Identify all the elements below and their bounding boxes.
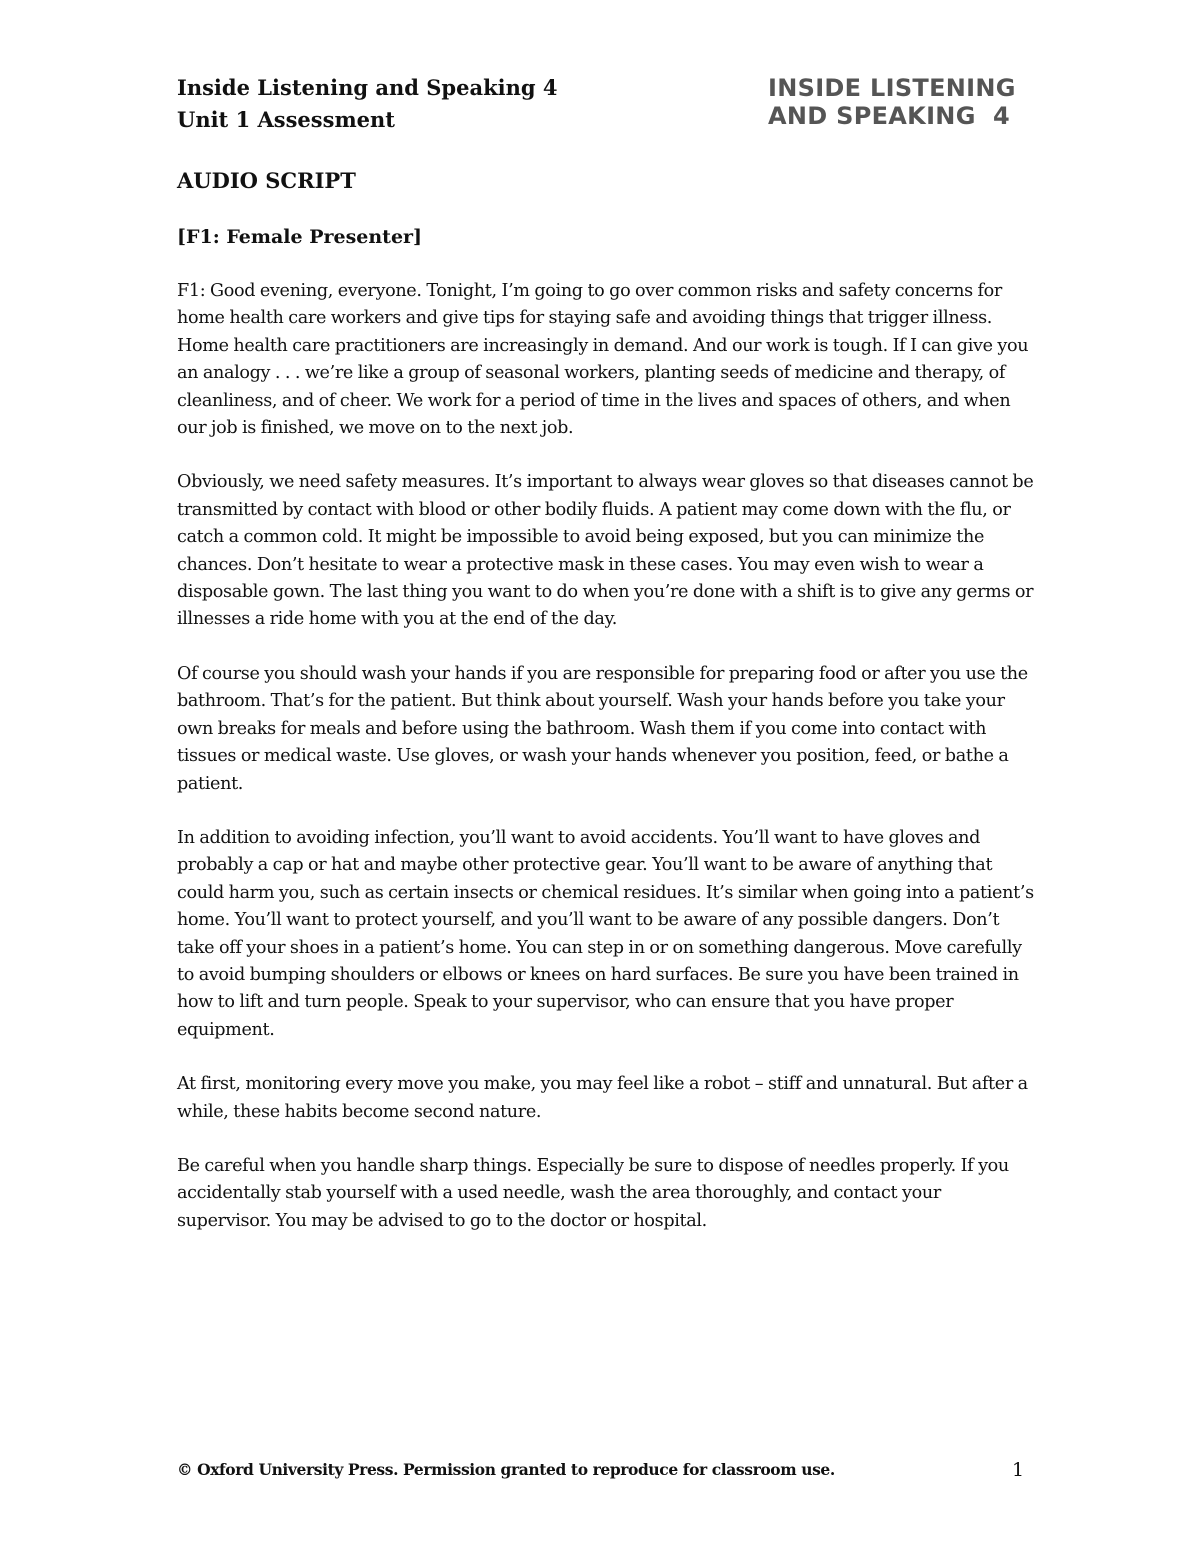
page-number: 1 (1012, 1459, 1025, 1481)
document-body (177, 168, 1037, 1262)
paragraph-4: In addition to avoiding infection, you’ll want to avoid accidents. You’ll want to have gloves and probably a cap or hat and maybe other protective gear. You’ll want to be aware of anything that could harm you, such as certain insects or chemical residues. It’s similar when going into a patient’s home. You’ll want to protect yourself, and you’ll want to be aware of any possible dangers. Don’t take off your shoes in a patient’s home. You can step in or on something dangerous. Move carefully to avoid bumping shoulders or elbows or knees on hard surfaces. Be sure you have been trained in how to lift and turn people. Speak to your supervisor, who can ensure that you have proper equipment. (177, 827, 1034, 1040)
header-title-block (177, 72, 557, 136)
unit-title: Unit 1 Assessment (177, 107, 395, 132)
paragraph-3: Of course you should wash your hands if you are responsible for preparing food or after you use the bathroom. That’s for the patient. But think about yourself. Wash your hands before you take your own breaks for meals and before using the bathroom. Wash them if you come into contact with tissues or medical waste. Use gloves, or wash your hands whenever you position, feed, or bathe a patient. (177, 663, 1028, 794)
speaker-tag: [F1: Female Presenter] (177, 226, 423, 248)
copyright-footer: © Oxford University Press. Permission granted to reproduce for classroom use. (177, 1460, 835, 1479)
paragraph-5: At first, monitoring every move you make, you may feel like a robot – stiff and unnatural. But after a while, these habits become second nature. (177, 1074, 1028, 1122)
logo-line-2: AND SPEAKING 4 (768, 102, 1011, 130)
paragraph-1: F1: Good evening, everyone. Tonight, I’m going to go over common risks and safety concerns for home health care workers and give tips for staying safe and avoiding things that trigger illness. Home health care practitioners are increasingly in demand. And our work is tough. If I can give you an analogy . . . we’re like a group of seasonal workers, planting seeds of medicine and therapy, of cleanliness, and of cheer. We work for a period of time in the lives and spaces of others, and when our job is finished, we move on to the next job. (177, 281, 1029, 439)
paragraph-2: Obviously, we need safety measures. It’s important to always wear gloves so that diseases cannot be transmitted by contact with blood or other bodily fluids. A patient may come down with the flu, or catch a common cold. It might be impossible to avoid being exposed, but you can minimize the chances. Don’t hesitate to wear a protective mask in these cases. You may even wish to wear a disposable gown. The last thing you want to do when you’re done with a shift is to give any germs or illnesses a ride home with you at the end of the day. (177, 472, 1034, 630)
document-title: AUDIO SCRIPT (177, 168, 356, 193)
paragraph-6: Be careful when you handle sharp things. Especially be sure to dispose of needles properly. If you accidentally stab yourself with a used needle, wash the area thoroughly, and contact your supervisor. You may be advised to go to the doctor or hospital. (177, 1155, 1009, 1231)
series-logo (768, 74, 1016, 130)
book-title: Inside Listening and Speaking 4 (177, 75, 558, 100)
logo-line-1: INSIDE LISTENING (768, 74, 1016, 102)
